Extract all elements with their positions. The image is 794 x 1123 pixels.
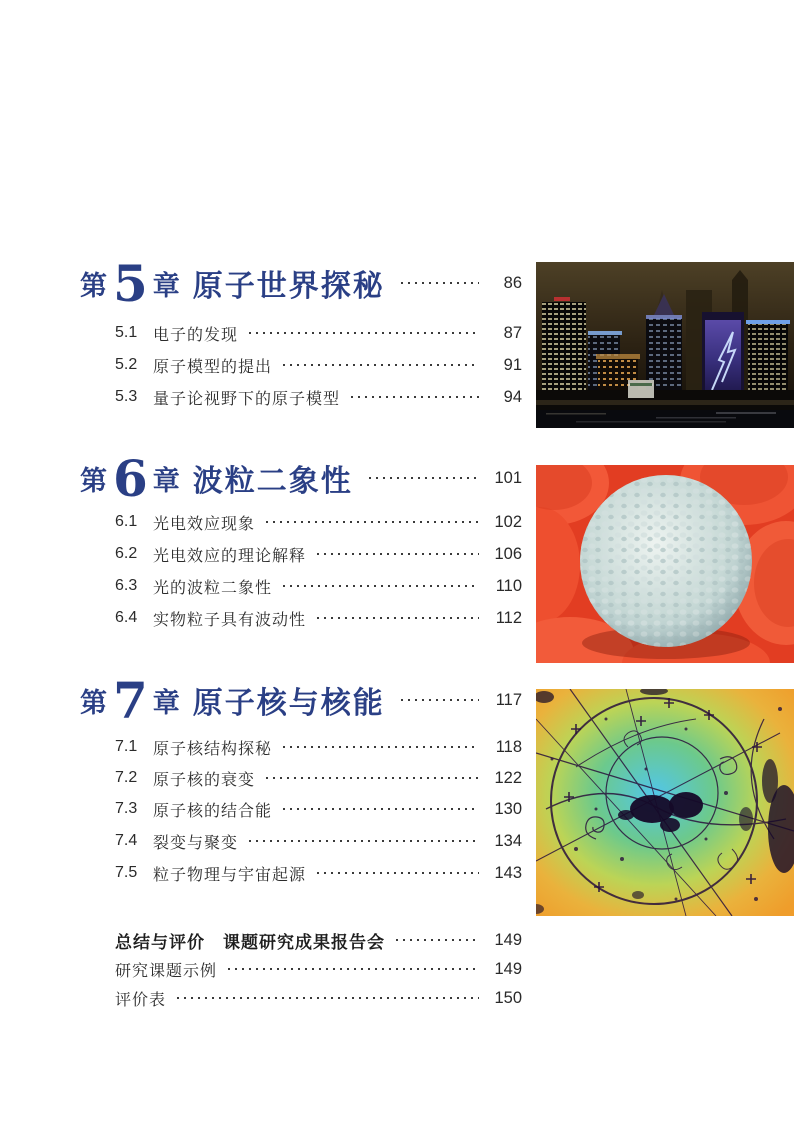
section-number: 7.4: [115, 832, 138, 849]
toc-entry-6-1: [80, 510, 522, 534]
toc-entry-6-2: [80, 542, 522, 566]
dot-leader: [317, 553, 479, 555]
page-number: 106: [494, 544, 522, 563]
dot-leader: [266, 777, 479, 779]
chapter-prefix: 第: [80, 270, 108, 301]
dot-leader: [283, 746, 479, 748]
entry-title: 研究课题示例: [115, 962, 218, 980]
dot-leader: [401, 282, 479, 284]
section-title: 粒子物理与宇宙起源: [153, 866, 307, 884]
page-number: 130: [494, 799, 522, 818]
section-number: 7.1: [115, 738, 138, 755]
page-number: 134: [494, 831, 522, 850]
toc-entry-7-4: [80, 829, 522, 853]
dot-leader: [228, 968, 479, 970]
chapter-prefix: 第: [80, 687, 108, 718]
page-number: 110: [495, 576, 522, 595]
dot-leader: [351, 396, 479, 398]
section-number: 5.3: [115, 388, 138, 405]
section-title: 光的波粒二象性: [153, 579, 273, 597]
toc-entry-summary-evaluation: [80, 928, 522, 952]
chapter-6-heading: [80, 448, 522, 508]
toc-entry-7-2: [80, 766, 522, 790]
section-number: 7.2: [115, 769, 138, 786]
white-blood-cell-photo: [536, 465, 794, 663]
chapter-suffix: 章: [152, 270, 181, 301]
section-number: 6.2: [115, 545, 138, 562]
dot-leader: [283, 364, 479, 366]
chapter-title: 波粒二象性: [192, 465, 353, 498]
dot-leader: [249, 840, 479, 842]
dot-leader: [283, 808, 479, 810]
night-city-skyline-photo: [536, 262, 794, 428]
chapter-number: 5: [113, 254, 148, 313]
chapter-number: 6: [113, 449, 148, 508]
dot-leader: [283, 585, 479, 587]
toc-entry-7-3: [80, 797, 522, 821]
page-number: 150: [494, 988, 522, 1007]
chapter-suffix: 章: [152, 687, 181, 718]
dot-leader: [317, 872, 479, 874]
table-of-contents: [80, 0, 522, 1123]
page-number: 94: [503, 387, 522, 406]
dot-leader: [317, 617, 479, 619]
toc-entry-evaluation-form: [80, 986, 522, 1010]
page-number: 112: [495, 608, 522, 627]
chapter-7-heading: [80, 670, 522, 730]
section-title: 原子核的结合能: [153, 802, 273, 820]
bubble-chamber-tracks-photo: [536, 689, 794, 916]
dot-leader: [369, 477, 479, 479]
chapter-5-heading: [80, 253, 522, 313]
toc-entry-6-4: [80, 606, 522, 630]
page-number: 101: [494, 468, 522, 487]
chapter-number: 7: [113, 671, 148, 730]
page-number: 86: [503, 273, 522, 292]
chapter-title: 原子世界探秘: [192, 270, 385, 303]
toc-entry-5-3: [80, 385, 522, 409]
section-title: 电子的发现: [153, 326, 239, 344]
page-number: 122: [494, 768, 522, 787]
toc-entry-5-2: [80, 353, 522, 377]
page-number: 118: [495, 737, 522, 756]
section-title: 光电效应的理论解释: [153, 547, 307, 565]
section-title: 裂变与聚变: [153, 834, 239, 852]
chapter-prefix: 第: [80, 465, 108, 496]
page-number: 102: [494, 512, 522, 531]
chapter-title: 原子核与核能: [192, 687, 385, 720]
dot-leader: [401, 699, 479, 701]
page-number: 149: [494, 930, 522, 949]
section-number: 6.3: [115, 577, 138, 594]
toc-entry-5-1: [80, 321, 522, 345]
section-title: 原子核的衰变: [153, 771, 256, 789]
toc-entry-research-topics: [80, 957, 522, 981]
entry-title: 评价表: [115, 991, 167, 1009]
entry-title: 总结与评价 课题研究成果报告会: [115, 932, 385, 952]
section-number: 6.1: [115, 513, 138, 530]
dot-leader: [396, 939, 479, 941]
toc-entry-7-5: [80, 861, 522, 885]
section-title: 原子模型的提出: [153, 358, 273, 376]
page-number: 91: [503, 355, 522, 374]
page-number: 87: [503, 323, 522, 342]
dot-leader: [249, 332, 479, 334]
page-number: 117: [495, 690, 522, 709]
section-number: 7.3: [115, 800, 138, 817]
toc-entry-6-3: [80, 574, 522, 598]
section-number: 5.1: [115, 324, 138, 341]
toc-entry-7-1: [80, 735, 522, 759]
dot-leader: [266, 521, 479, 523]
section-title: 实物粒子具有波动性: [153, 611, 307, 629]
section-number: 6.4: [115, 609, 138, 626]
section-number: 7.5: [115, 864, 138, 881]
section-title: 原子核结构探秘: [153, 740, 273, 758]
chapter-suffix: 章: [152, 465, 181, 496]
section-title: 光电效应现象: [153, 515, 256, 533]
page-number: 149: [494, 959, 522, 978]
section-title: 量子论视野下的原子模型: [153, 390, 341, 408]
dot-leader: [177, 997, 479, 999]
section-number: 5.2: [115, 356, 138, 373]
page-number: 143: [494, 863, 522, 882]
